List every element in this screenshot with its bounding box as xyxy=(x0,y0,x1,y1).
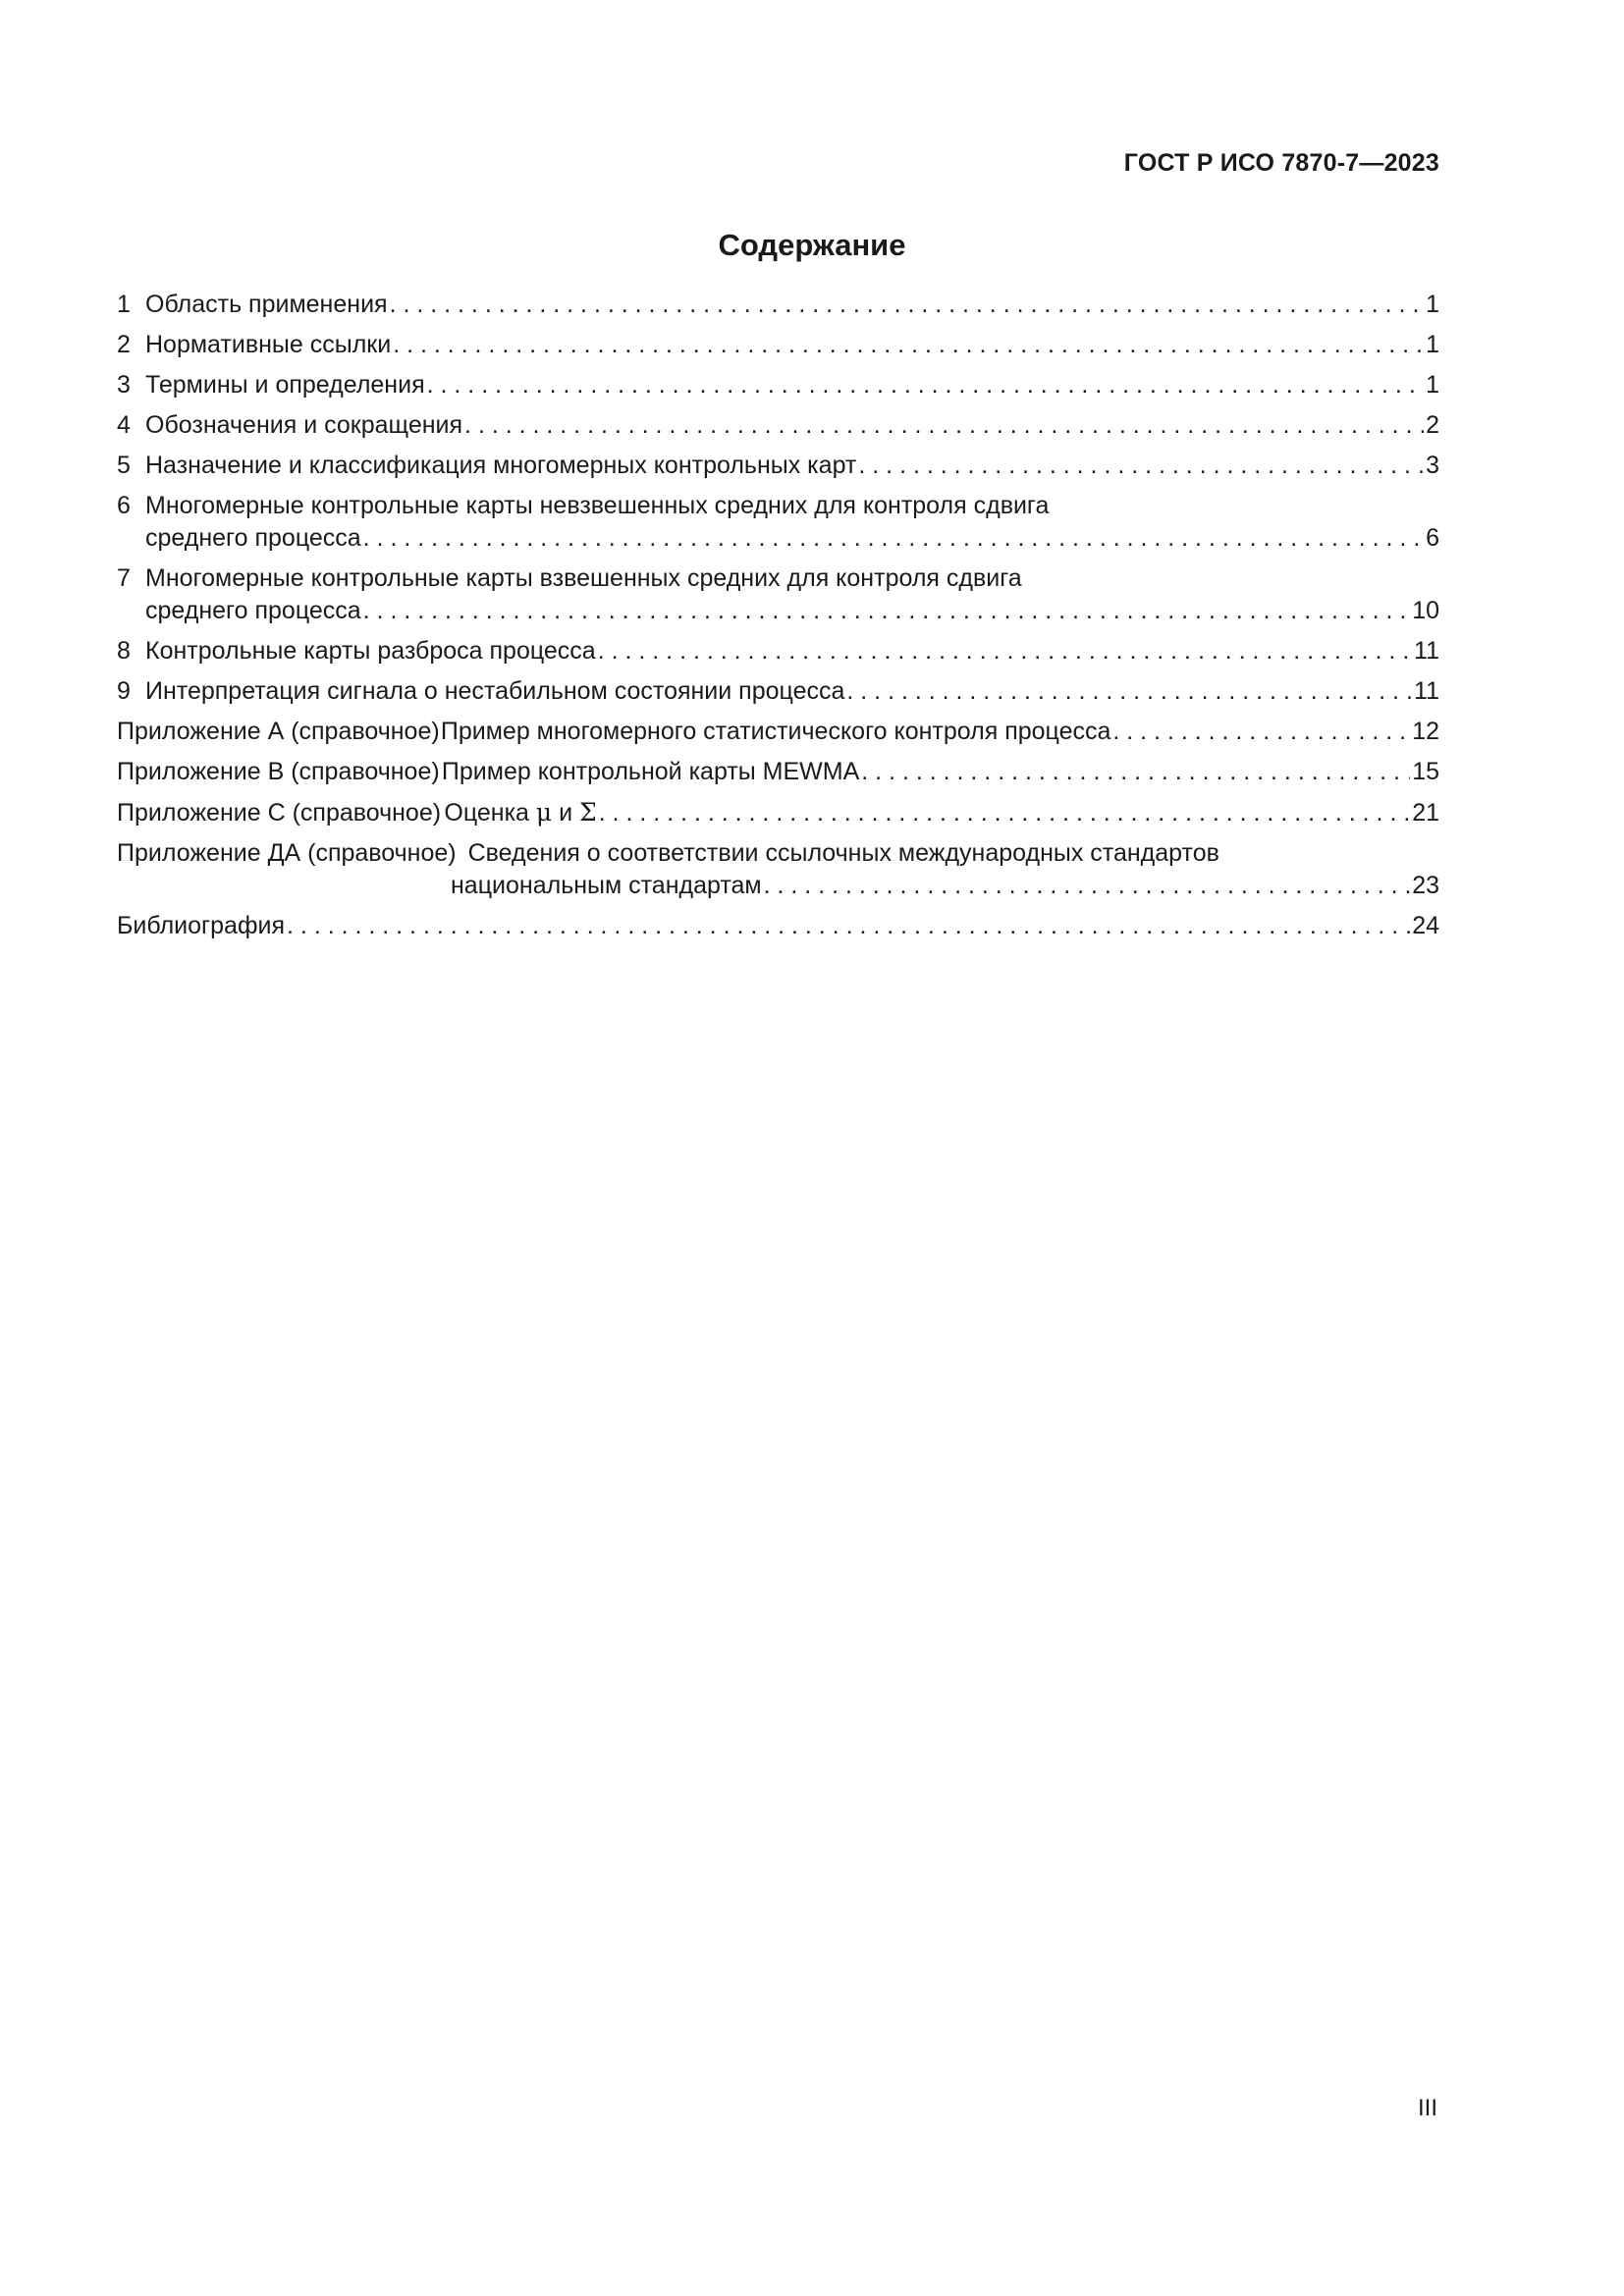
dot-leader xyxy=(598,635,1412,667)
toc-entry-8[interactable] xyxy=(117,635,1439,667)
toc-entry-text-line2: среднего процесса xyxy=(145,524,361,552)
appendix-text: Пример многомерного статистического контроля процесса xyxy=(440,718,1111,745)
toc-entry-page: 11 xyxy=(1414,637,1439,665)
toc-entry-page: 21 xyxy=(1412,799,1439,827)
toc-entry-7[interactable] xyxy=(117,562,1439,627)
toc-entry-9[interactable] xyxy=(117,675,1439,708)
toc-entry-number: 3 xyxy=(117,371,131,399)
dot-leader xyxy=(363,522,1424,555)
dot-leader xyxy=(427,369,1424,401)
toc-entry-page: 1 xyxy=(1426,291,1439,318)
toc-entry-text: Нормативные ссылки xyxy=(145,331,392,358)
bibliography-text: Библиография xyxy=(117,912,286,939)
page-number: III xyxy=(1417,2095,1437,2121)
toc-entry-number: 7 xyxy=(117,564,131,592)
dot-leader xyxy=(390,289,1425,321)
toc-entry-text: Область применения xyxy=(145,291,388,318)
toc-entry-page: 24 xyxy=(1412,912,1439,939)
appendix-text-and: и xyxy=(559,799,573,827)
toc-entry-number: 5 xyxy=(117,452,131,479)
toc-appendix-b[interactable] xyxy=(117,756,1439,788)
toc-entry-text: Термины и определения xyxy=(145,371,425,399)
toc-entry-page: 2 xyxy=(1426,411,1439,439)
toc-entry-page: 1 xyxy=(1426,371,1439,399)
appendix-text: Пример контрольной карты MEWMA xyxy=(441,758,860,785)
toc-entry-number: 1 xyxy=(117,291,131,318)
toc-entry-number: 4 xyxy=(117,411,131,439)
dot-leader xyxy=(858,450,1424,482)
toc-entry-3[interactable] xyxy=(117,369,1439,401)
sigma-symbol: Σ xyxy=(579,798,597,827)
toc-entry-page: 3 xyxy=(1426,452,1439,479)
appendix-label: Приложение А (справочное) xyxy=(117,718,440,745)
toc-entry-page: 15 xyxy=(1412,758,1439,785)
toc-entry-number: 2 xyxy=(117,331,131,358)
toc-entry-number: 6 xyxy=(117,492,131,519)
toc-entry-5[interactable] xyxy=(117,450,1439,482)
toc-entry-text: Назначение и классификация многомерных контрольных карт xyxy=(145,452,857,479)
toc-entry-text: Контрольные карты разброса процесса xyxy=(145,637,596,665)
toc-appendix-c[interactable] xyxy=(117,796,1439,829)
dot-leader xyxy=(393,329,1424,361)
toc-entry-text-line2: среднего процесса xyxy=(145,597,361,624)
dot-leader xyxy=(599,797,1410,829)
toc-entry-page: 11 xyxy=(1414,677,1439,705)
toc-entry-page: 10 xyxy=(1412,597,1439,624)
toc-entry-4[interactable] xyxy=(117,409,1439,442)
toc-entry-number: 9 xyxy=(117,677,131,705)
appendix-label: Приложение В (справочное) xyxy=(117,758,440,785)
toc-entry-text-line1: Многомерные контрольные карты невзвешенных средних для контроля сдвига xyxy=(145,492,1050,519)
appendix-text-line1: Сведения о соответствии ссылочных международных стандартов xyxy=(467,839,1219,867)
toc-appendix-da[interactable] xyxy=(117,837,1439,902)
toc-entry-page: 23 xyxy=(1412,872,1439,899)
appendix-text xyxy=(444,796,596,829)
toc-entry-number: 8 xyxy=(117,637,131,665)
toc-bibliography[interactable] xyxy=(117,910,1439,942)
toc-entry-1[interactable] xyxy=(117,289,1439,321)
toc-entry-page: 12 xyxy=(1412,718,1439,745)
dot-leader xyxy=(764,870,1411,902)
dot-leader xyxy=(861,756,1410,788)
appendix-label: Приложение ДА (справочное) xyxy=(117,839,457,867)
toc-title: Содержание xyxy=(718,228,906,262)
toc-entry-2[interactable] xyxy=(117,329,1439,361)
table-of-contents xyxy=(117,289,1439,950)
appendix-label: Приложение С (справочное) xyxy=(117,799,442,827)
toc-entry-text: Интерпретация сигнала о нестабильном состоянии процесса xyxy=(145,677,845,705)
toc-entry-text-line1: Многомерные контрольные карты взвешенных средних для контроля сдвига xyxy=(145,564,1022,592)
dot-leader xyxy=(1112,716,1410,748)
dot-leader xyxy=(363,595,1411,627)
mu-symbol: μ xyxy=(535,798,553,827)
appendix-text-prefix: Оценка xyxy=(444,799,529,827)
toc-entry-6[interactable] xyxy=(117,490,1439,555)
toc-entry-page: 1 xyxy=(1426,331,1439,358)
dot-leader xyxy=(846,675,1412,708)
dot-leader xyxy=(287,910,1410,942)
toc-entry-text: Обозначения и сокращения xyxy=(145,411,463,439)
toc-appendix-a[interactable] xyxy=(117,716,1439,748)
toc-entry-page: 6 xyxy=(1426,524,1439,552)
appendix-text-line2: национальным стандартам xyxy=(451,872,762,899)
dot-leader xyxy=(464,409,1424,442)
document-id-header: ГОСТ Р ИСО 7870-7—2023 xyxy=(1123,149,1439,177)
